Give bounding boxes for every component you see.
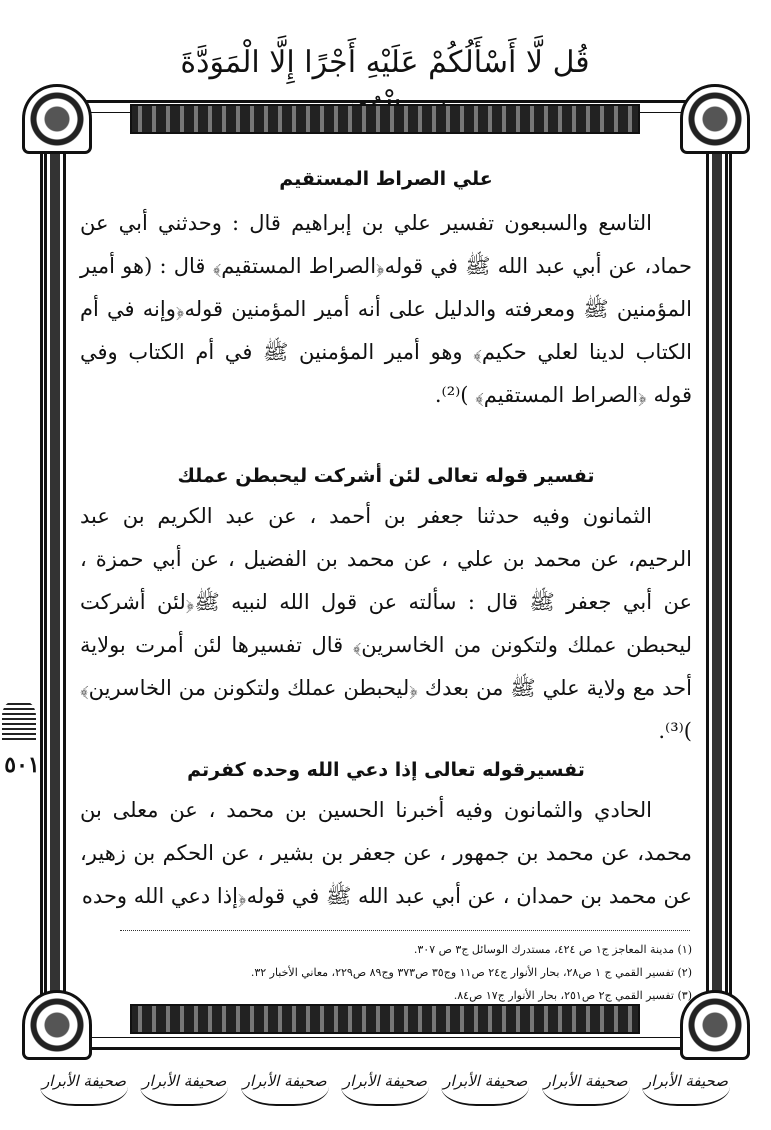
bottom-calligraphy-row xyxy=(40,1058,730,1108)
section-paragraph: الثمانون وفيه حدثنا جعفر بن أحمد ، عن عبد الكريم بن عبد الرحيم، عن محمد بن علي ، عن محمد بن الفضيل ، عن أبي حمزة ، عن أبي جعفر ﷺ قال : سألته عن قول الله لنبيه ﷺ﴿لئن أشركت ليحبطن عملك ولتكونن من الخاسرين﴾ قال تفسيرها لئن أمرت بولاية أحد مع ولاية علي ﷺ من بعدك ﴿ليحبطن عملك ولتكونن من الخاسرين﴾ )⁽³⁾. xyxy=(80,504,692,743)
footnote-divider xyxy=(120,930,690,931)
calligraphy-emblem: صحيفة الأبرار xyxy=(642,1058,730,1106)
ornament-pillar-left xyxy=(44,140,66,1000)
footnote: (٣) تفسير القمي ج٢ ص٢٥١، بحار الأنوار ج١٧ ص٨٤. xyxy=(453,989,692,1002)
side-ornament-icon xyxy=(2,700,36,740)
section-title: علي الصراط المستقيم xyxy=(279,168,493,190)
header-calligraphy: قُل لَّا أَسْأَلُكُمْ عَلَيْهِ أَجْرًا إِلَّا الْمَوَدَّةَ xyxy=(180,45,590,80)
section-title: تفسيرقوله تعالى إذا دعي الله وحده كفرتم xyxy=(187,759,585,781)
section-title: تفسير قوله تعالى لئن أشركت ليحبطن عملك xyxy=(177,465,595,487)
calligraphy-emblem: صحيفة الأبرار xyxy=(241,1058,329,1106)
page-number: ٥٠١ xyxy=(4,752,40,778)
section-paragraph: التاسع والسبعون تفسير علي بن إبراهيم قال : وحدثني أبي عن حماد، عن أبي عبد الله ﷺ في قوله﴿الصراط المستقيم﴾ قال : (هو أمير المؤمنين ﷺ ومعرفته والدليل على أنه أمير المؤمنين قوله﴿وإنه في أم الكتاب لدينا لعلي حكيم﴾ وهو أمير المؤمنين ﷺ في أم الكتاب وفي قوله ﴿الصراط المستقيم﴾ )⁽²⁾. xyxy=(80,211,692,407)
calligraphy-emblem: صحيفة الأبرار xyxy=(341,1058,429,1106)
ornament-bar-bottom xyxy=(130,1004,640,1034)
footnote: (٢) تفسير القمي ج ١ ص٢٨، بحار الأنوار ج٢٤ ص١١ وج٣٥ ص٣٧٣ وج٨٩ ص٢٢٩، معاني الأخبار ٣٢. xyxy=(250,966,692,979)
calligraphy-emblem: صحيفة الأبرار xyxy=(441,1058,529,1106)
calligraphy-emblem: صحيفة الأبرار xyxy=(40,1058,128,1106)
ornament-pillar-right xyxy=(706,140,728,1000)
section-paragraph: الحادي والثمانون وفيه أخبرنا الحسين بن محمد ، عن معلى بن محمد، عن محمد بن جمهور ، عن جعفر بن بشير ، عن الحكم بن زهير، عن محمد بن حمدان ، عن أبي عبد الله ﷺ في قوله﴿إذا دعي الله وحده xyxy=(80,798,692,908)
ornament-bar-top xyxy=(130,104,640,134)
calligraphy-emblem: صحيفة الأبرار xyxy=(140,1058,228,1106)
footnotes xyxy=(80,938,692,1007)
main-content xyxy=(80,160,692,918)
calligraphy-emblem: صحيفة الأبرار xyxy=(542,1058,630,1106)
footnote: (١) مدينة المعاجز ج١ ص ٤٢٤، مستدرك الوسائل ج٣ ص ٣٠٧. xyxy=(413,943,692,956)
corner-ornament-icon xyxy=(680,84,750,154)
corner-ornament-icon xyxy=(22,84,92,154)
